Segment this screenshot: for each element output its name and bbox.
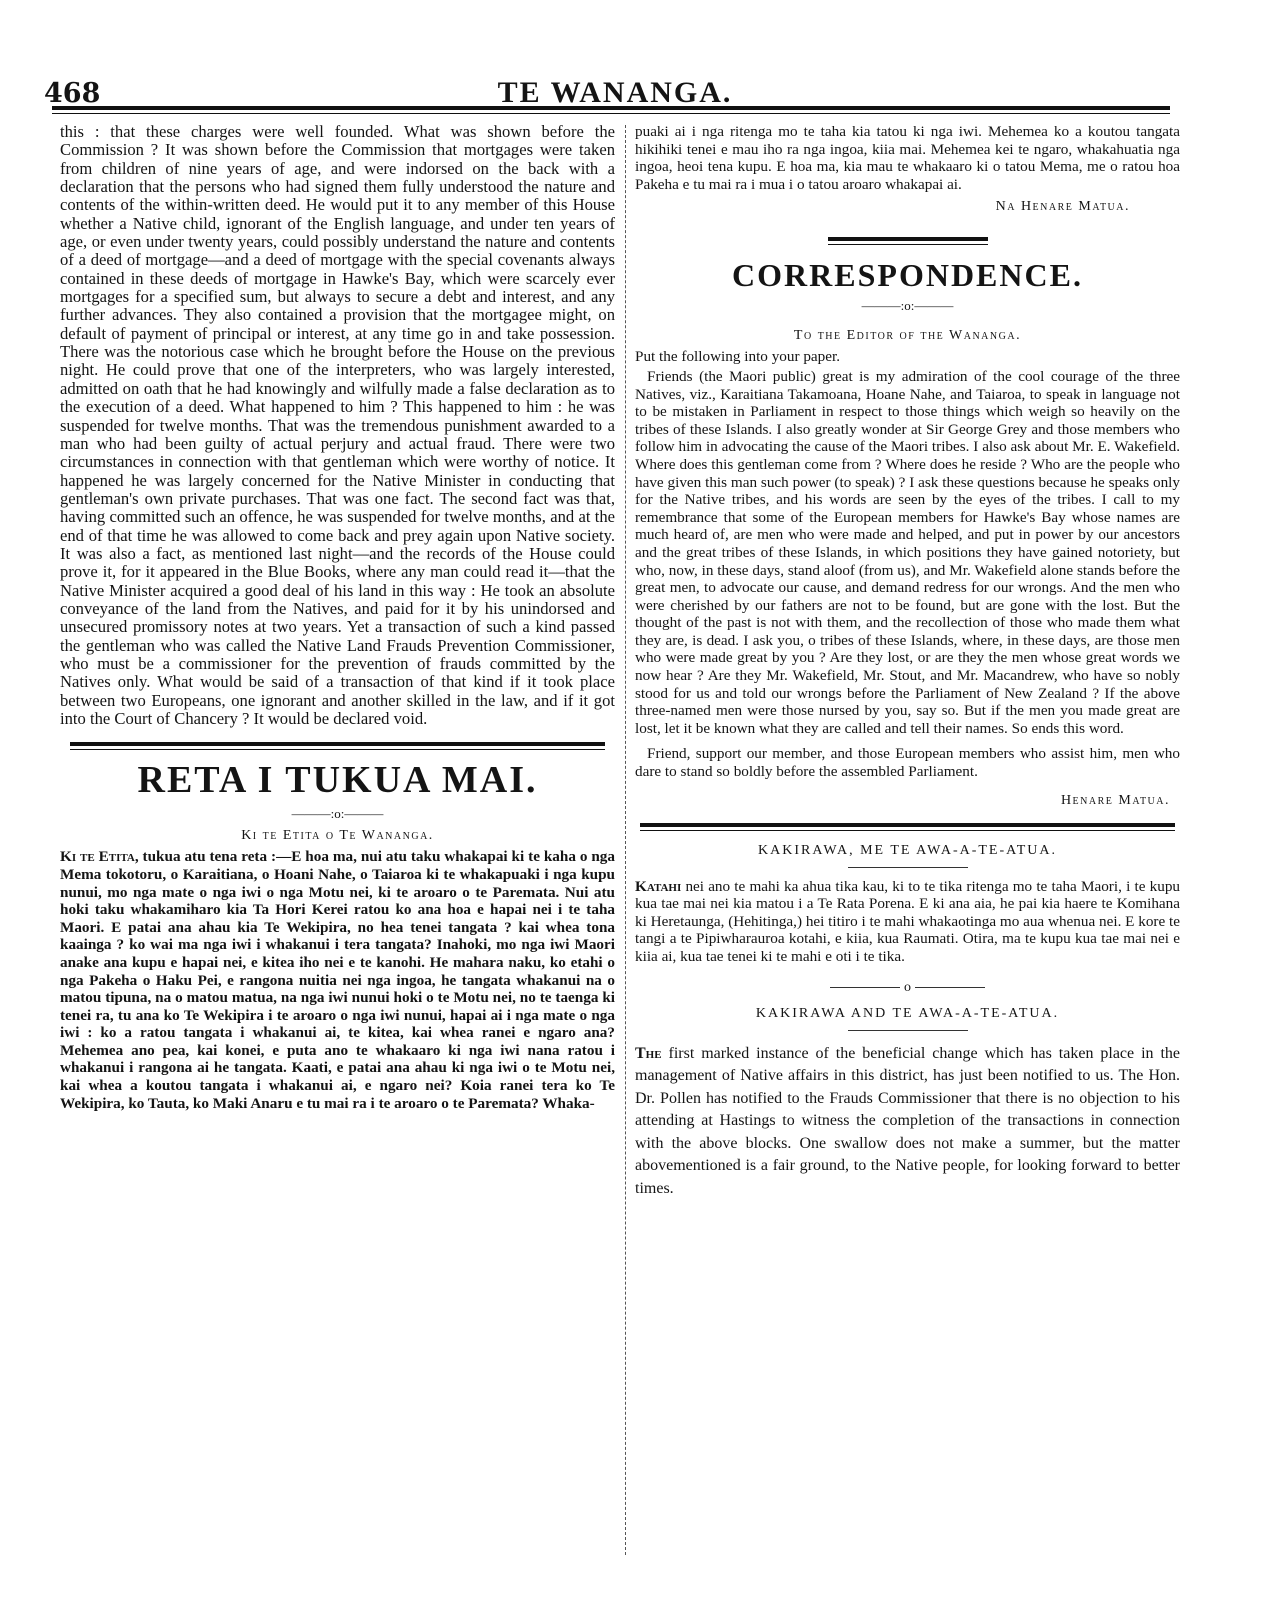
section-rule-thin bbox=[70, 749, 605, 750]
reta-letter-lead: Ki te Etita, bbox=[60, 848, 139, 866]
correspondence-intro: Put the following into your paper. bbox=[635, 348, 841, 366]
maori-letter-signature: Na Henare Matua. bbox=[995, 199, 1130, 215]
column-divider bbox=[625, 125, 626, 1555]
kakirawa-english-rule bbox=[848, 1030, 968, 1031]
reta-letter-text: tukua atu tena reta :—E hoa ma, nui atu taku whakapai ki te kaha o nga Mema tokotoru, o Karaitiana, o Hoani Nahe, o Taiaroa ki te whakapuaki i nga kupu nunui, mo nga mate o nga iwi o nga Motu nei, ki te aroaro o te Paremata. Nui atu hoki taku whakamiharo kia Ta Hori Kerei ratou ko ana hoa e hapai nei i te taha Maori. E patai ana ahau kia Te Wekipira, no hea tenei tangata ? kai whea tona kaainga ? ko wai ma nga iwi i whakanui i tera tangata? Inahoki, mo nga iwi Maori anake ana kupu e hapai nei, e kitea iho nei e te kanohi. He mahara naku, ko etahi o nga Pakeha o Haku Pei, e rangona nuitia nei nga ingoa, he tangata whakanui na o matou tipuna, na o matou matua, na nga iwi nunui hoki o te Motu nei, no te taenga ki tenei ra, tu ana ko Te Wekipira i te aroaro o nga iwi nunui, hapai ai i nga mate o nga iwi : ko a ratou tangata i whakanui ai, te kitea, kai whea ranei e ngaro ana? Mehemea ano pea, kai konei, e puta ano te whakaaro ki nga iwi nana ratou i whakanui i rangona ai he tangata. Kaati, e patai ana ahau ki nga iwi o te Motu nei, kai whea a koutou tangata i whakanui ai, e ngaro nei? Koia ranei tera ko Te Wekipira, ko Tauta, ko Maki Anaru e tu mai ra i te aroaro o te Paremata? Whaka- bbox=[60, 848, 615, 1112]
kakirawa-separator bbox=[635, 980, 1180, 996]
kakirawa-maori-body bbox=[635, 878, 1180, 966]
correspondence-body: Friends (the Maori public) great is my admiration of the cool courage of the three Natives, viz., Karaitiana Takamoana, Hoane Nahe, and Taiaroa, to speak in language not to be mistaken in Parliament in respect to those things which weigh so heavily on the tribes of these Islands. I also greatly wonder at Sir George Grey and those members who follow him in advocating the cause of the Maori tribes. I also ask about Mr. E. Wakefield. Where does this gentleman come from ? Where does he reside ? Who are the people who have given this man such power (to speak) ? I ask these questions because he speaks only for the Native tribes, and his words are seen by the eyes of the tribes. I call to my remembrance that some of the European members for Hawke's Bay whose names are much heard of, are men who were made and helped, and put in power by our ancestors and the great tribes of these Islands, in which positions they have gained notoriety, but who, now, in these days, stand aloof (from us), and Mr. Wakefield alone stands before the great men, to advocate our cause, and demand redress for our wrongs. And the men who were cherished by our fathers are not to be found, but are gone with the lost. But the thought of the past is not with them, and the recollection of those who made them what they are, is dead. I ask you, o tribes of these Islands, where, in these days, are those men who were made great by you ? Are they lost, or are they the men whose great words we now hear ? Are they Mr. Wakefield, Mr. Stout, and Mr. Macandrew, who have so nobly stood for us and told our wrongs before the Parliament of New Zealand ? If the above three-named men were those nursed by you, say so. But if the men you made great are lost, let it be known what they are called and tell their names. So ends this word. bbox=[635, 367, 1180, 737]
kakirawa-ornament: o bbox=[904, 979, 911, 995]
page-number: 468 bbox=[44, 78, 101, 109]
reta-letter-body bbox=[60, 848, 615, 1112]
kakirawa-rule-thick bbox=[640, 823, 1175, 827]
reta-editor-line: Ki te Etita o Te Wananga. bbox=[241, 828, 434, 844]
kakirawa-maori-text: nei ano te mahi ka ahua tika kau, ki to te tika ritenga mo te taha Maori, i te kupu kua tae mai nei kia matou i a Te Rata Porena. E ki ana aia, he pai kia haere te Komihana ki Heretaunga, (Hehitinga,) hei titiro i te mahi whakaotinga mo aua whenua nei. E kore te tangi a te Pipiwharauroa kotahi, e kiia, kua Raumati. Otira, ma te kupu kua tae mai nei e kiia ai, kua tae tenei ki te mahi e oti i te tika. bbox=[635, 877, 1181, 965]
correspondence-signature: Henare Matua. bbox=[1060, 792, 1170, 808]
masthead-rule-thin bbox=[52, 113, 1170, 114]
kakirawa-english-text: first marked instance of the beneficial change which has taken place in the management of Native affairs in this district, has just been notified to us. The Hon. Dr. Pollen has notified to the Frauds Commissioner that there is no objection to his attending at Hastings to witness the completion of the transactions in connection with the above blocks. One swallow does not make a summer, but the matter abovementioned is a fair ground, to the Native people, for looking forward to better times. bbox=[635, 1044, 1180, 1197]
kakirawa-english-body bbox=[635, 1043, 1180, 1201]
kakirawa-rule-thin bbox=[640, 830, 1175, 831]
kakirawa-maori-heading: KAKIRAWA, ME TE AWA-A-TE-ATUA. bbox=[758, 842, 1057, 858]
kakirawa-english-lead: The bbox=[635, 1044, 662, 1062]
correspondence-rule-thick bbox=[828, 237, 988, 241]
kakirawa-maori-lead: Katahi bbox=[635, 877, 682, 895]
reta-ornament: ———:o:——— bbox=[291, 806, 384, 822]
kakirawa-english-heading: KAKIRAWA AND TE AWA-A-TE-ATUA. bbox=[755, 1005, 1060, 1021]
correspondence-heading: CORRESPONDENCE. bbox=[732, 257, 1083, 294]
right-column bbox=[635, 123, 1180, 1200]
section-rule-thick bbox=[70, 742, 605, 746]
left-column bbox=[60, 123, 615, 1112]
correspondence-rule-thin bbox=[828, 244, 988, 245]
correspondence-ornament: ———:o:——— bbox=[861, 298, 954, 314]
maori-letter-continuation: puaki ai i nga ritenga mo te taha kia tatou ki nga iwi. Mehemea ko a koutou tangata hikihiki tenei e mau iho ra nga ingoa, kiia mai. Mehemea kei te ngaro, whakahuatia nga ingoa, heoi tena kupu. E hoa ma, kia mau te whakaaro ki o tatou Mema, me o ratou hoa Pakeha e tu mai ra i mua i o tatou aroaro whakapai ai. bbox=[635, 123, 1180, 193]
parliament-speech-paragraph: this : that these charges were well founded. What was shown before the Commission ? It was shown before the Commission that mortgages were taken from children of nine years of age, and were indorsed on the back with a declaration that the persons who had signed them fully understood the nature and contents of the within-written deed. He would put it to any member of this House whether a Native child, ignorant of the English language, and under ten years of age, or even under twenty years, could possibly understand the nature and contents of a deed of mortgage—and a deed of mortgage with the special covenants always contained in these deeds of mortgage in Hawke's Bay, which were scarcely ever mortgages for a specified sum, but always to secure a debt and interest, and any further advances. They also contained a provision that the mortgagee might, on default of payment of principal or interest, at any time go in and take possession. There was the notorious case which he brought before the House on the previous night. He could prove that one of the interpreters, who was largely interested, admitted on oath that he had knowingly and wilfully made a false declaration as to the execution of a deed. What happened to him ? This happened to him : he was suspended for twelve months. That was the tremendous punishment awarded to a man who had been guilty of actual perjury and actual fraud. There were two circumstances in connection with that gentleman which were worthy of notice. It happened he was largely concerned for the Native Minister in conducting that gentleman's own private purchases. That was one fact. The second fact was that, having committed such an offence, he was suspended for twelve months, and at the end of that time he was allowed to come back and prey again upon Native society. It was also a fact, as mentioned last night—and the records of the House could prove it, for it appeared in the Blue Books, where any man could read it—that the Native Minister acquired a good deal of his land in this way : He took an absolute conveyance of the land from the Natives, and paid for it by his unindorsed and unsecured promissory notes at two years. Yet a transaction of such a kind passed the gentleman who was called the Native Land Frauds Prevention Commissioner, who must be a commissioner for the prevention of frauds committed by the Natives only. What would be said of a transaction of that kind if it took place between two Europeans, one ignorant and another skilled in the law, and if it got into the Court of Chancery ? It would be declared void. bbox=[60, 122, 615, 728]
correspondence-editor-line: To the Editor of the Wananga. bbox=[793, 328, 1022, 344]
masthead-rule-thick bbox=[52, 106, 1170, 110]
newspaper-title: TE WANANGA. bbox=[497, 76, 733, 109]
correspondence-closing: Friend, support our member, and those European members who assist him, men who dare to stand so boldly before the assembled Parliament. bbox=[635, 745, 1180, 781]
reta-heading: RETA I TUKUA MAI. bbox=[137, 759, 538, 802]
kakirawa-maori-rule bbox=[848, 867, 968, 868]
